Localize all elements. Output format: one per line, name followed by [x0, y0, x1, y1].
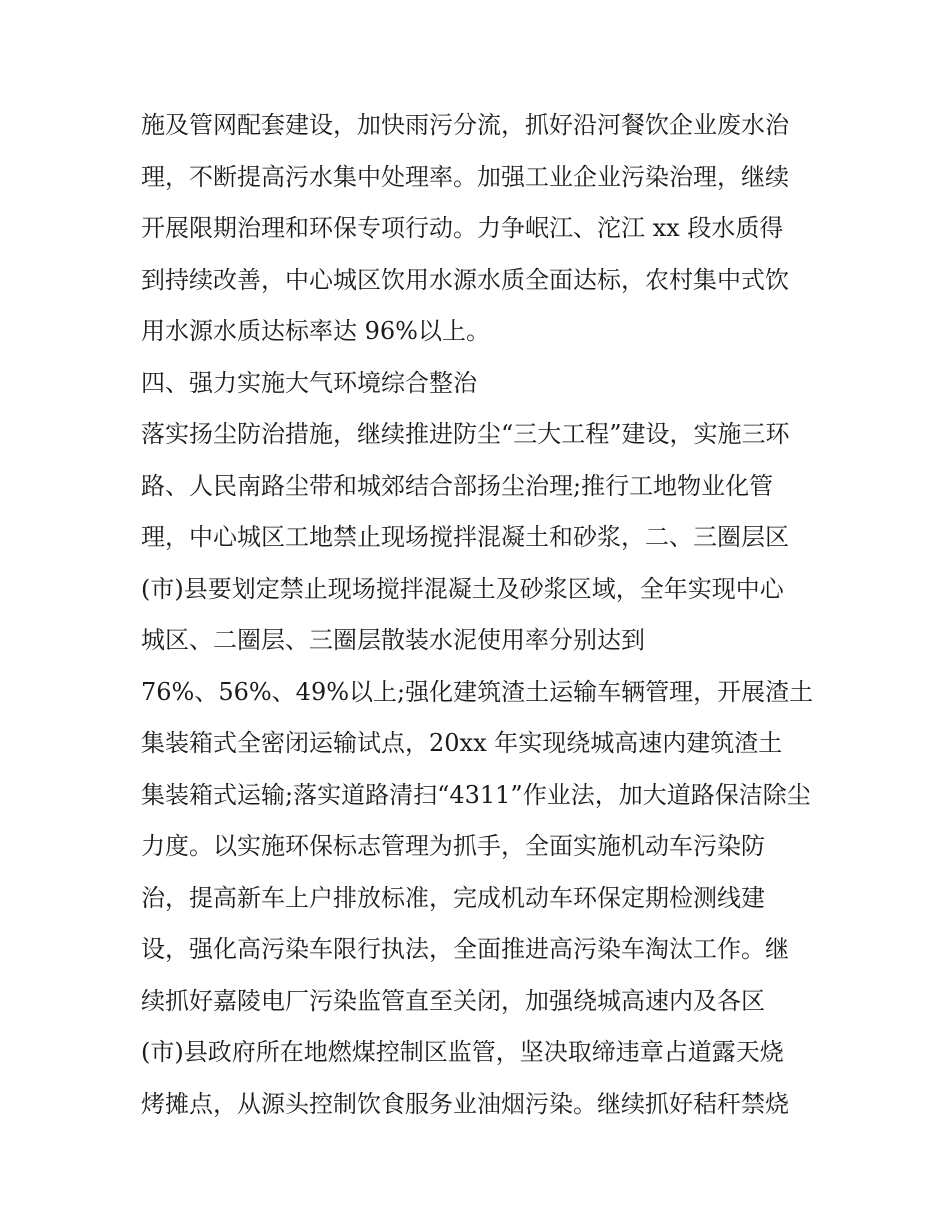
text-line: 城区、二圈层、三圈层散装水泥使用率分别达到 [141, 626, 645, 654]
text-line: 施及管网配套建设，加快雨污分流，抓好沿河餐饮企业废水治 [141, 111, 789, 139]
text-line: 烤摊点，从源头控制饮食服务业油烟污染。继续抓好秸秆禁烧 [141, 1089, 789, 1118]
text-line: 路、人民南路尘带和城郊结合部扬尘治理;推行工地物业化管 [141, 471, 774, 500]
text-line: 用水源水质达标率达 96%以上。 [141, 317, 490, 345]
text-line: 落实扬尘防治措施，继续推进防尘“三大工程”建设，实施三环 [141, 420, 790, 448]
text-line: 集装箱式运输;落实道路清扫“4311”作业法，加大道路保洁除尘 [141, 780, 811, 809]
text-line: 治，提高新车上户排放标准，完成机动车环保定期检测线建 [141, 883, 765, 912]
text-line: 到持续改善，中心城区饮用水源水质全面达标，农村集中式饮 [141, 265, 789, 294]
text-line: 理，不断提高污水集中处理率。加强工业企业污染治理，继续 [141, 162, 789, 191]
text-line: (市)县政府所在地燃煤控制区监管，坚决取缔违章占道露天烧 [141, 1038, 784, 1066]
text-line: 设，强化高污染车限行执法，全面推进高污染车淘汰工作。继 [141, 935, 789, 963]
text-line: 续抓好嘉陵电厂污染监管直至关闭，加强绕城高速内及各区 [141, 986, 765, 1015]
text-line: 力度。以实施环保标志管理为抓手，全面实施机动车污染防 [141, 832, 765, 860]
text-line: 理，中心城区工地禁止现场搅拌混凝土和砂浆，二、三圈层区 [141, 523, 789, 551]
text-line: 开展限期治理和环保专项行动。力争岷江、沱江 xx 段水质得 [141, 214, 784, 242]
text-line: 集装箱式全密闭运输试点，20xx 年实现绕城高速内建筑渣土 [141, 729, 783, 757]
text-line: 76%、56%、49%以上;强化建筑渣土运输车辆管理，开展渣土 [141, 677, 814, 706]
document-body [141, 100, 821, 1130]
section-heading: 四、强力实施大气环境综合整治 [141, 368, 477, 397]
text-line: (市)县要划定禁止现场搅拌混凝土及砂浆区域，全年实现中心 [141, 574, 784, 603]
